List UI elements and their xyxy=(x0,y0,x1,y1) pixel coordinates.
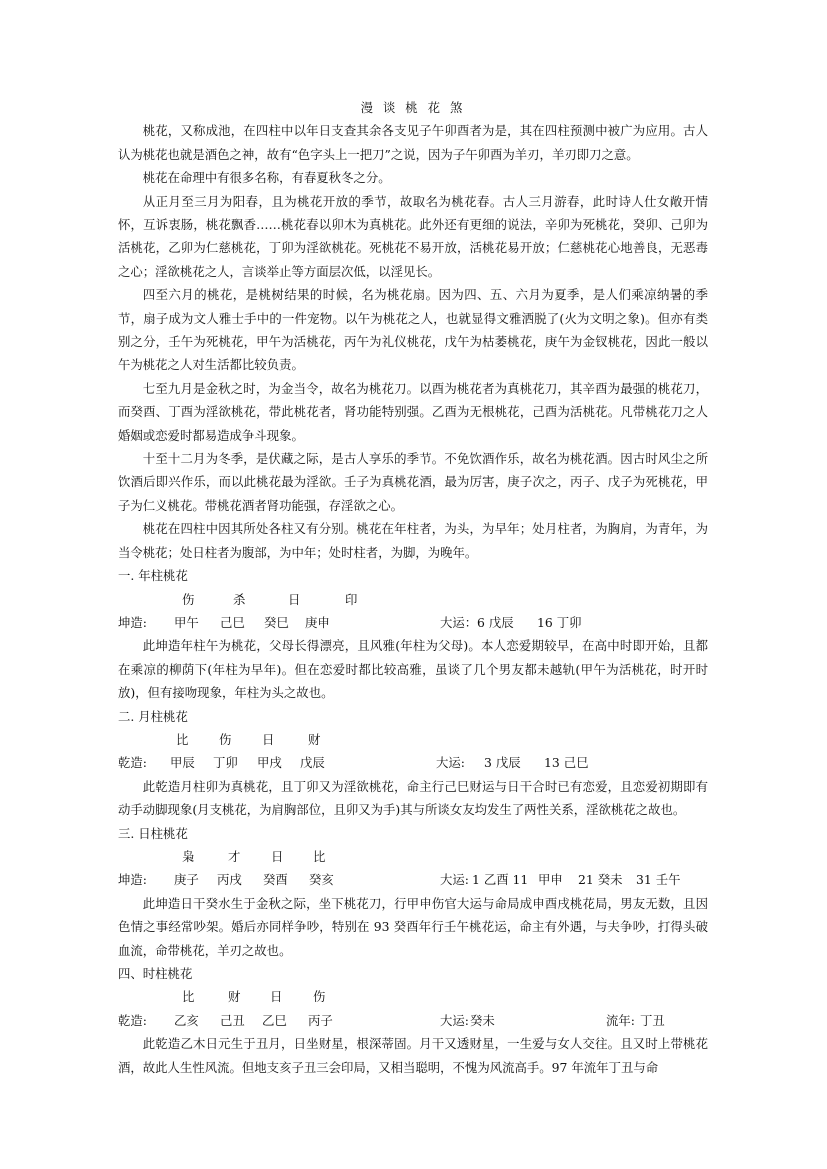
pillar: 庚申 xyxy=(305,614,330,630)
dayun-item: 6 戊辰 xyxy=(477,614,514,630)
pillars-row xyxy=(118,1009,708,1032)
case-heading: 一. 年柱桃花 xyxy=(118,568,188,584)
ten-god: 杀 xyxy=(233,591,246,607)
pillar: 庚子 xyxy=(174,872,199,888)
pillar: 癸巳 xyxy=(264,614,289,630)
pillar: 甲辰 xyxy=(170,755,195,771)
pillar: 癸亥 xyxy=(309,872,334,888)
case-month-pillar xyxy=(118,705,708,822)
ten-god: 印 xyxy=(345,591,358,607)
intro-paragraph-1: 桃花，又称成池，在四柱中以年日支查其余各支见子午卯酉者为是，其在四柱预测中被广为应用。古人认为桃花也就是酒色之神，故有“色字头上一把刀”之说，因为子午卯酉为羊刃，羊刃即刀之意。 xyxy=(118,123,708,162)
case-hour-pillar xyxy=(118,962,708,1079)
ten-god: 才 xyxy=(228,848,241,864)
dayun-item: 13 己巳 xyxy=(544,755,589,771)
case-text: 此坤造年柱午为桃花，父母长得漂亮，且风雅(年柱为父母)。本人恋爱期较早，在高中时即开始，且都在乘凉的柳荫下(年柱为早年)。但在恋爱时都比较高雅，虽谈了几个男友都未越轨(甲午为活桃花，时开时放)，但有接吻现象，年柱为头之故也。 xyxy=(118,638,708,701)
ten-god: 枭 xyxy=(182,848,195,864)
dayun-item: 21 癸未 xyxy=(578,872,623,888)
dayun-label: 大运: xyxy=(440,1012,469,1028)
dayun-item: 甲申 xyxy=(538,872,563,888)
case-text: 此坤造日干癸水生于金秋之际，坐下桃花刀，行甲申伤官大运与命局成申酉戌桃花局，男友无数，且因色情之事经常吵架。婚后亦同样争吵，特别在 93 癸酉年行壬午桃花运，命主有外遇，与夫争吵，打得头破血流，命带桃花，羊刃之故也。 xyxy=(118,895,708,958)
pillar: 戊辰 xyxy=(300,755,325,771)
ten-god: 比 xyxy=(313,848,326,864)
pillar: 己巳 xyxy=(220,614,245,630)
pillars-row xyxy=(118,611,708,634)
ten-god: 日 xyxy=(262,731,275,747)
dayun-label: 大运: xyxy=(440,872,469,888)
ten-god: 伤 xyxy=(182,591,195,607)
chart-label: 坤造: xyxy=(118,614,147,630)
document-title: 漫 谈 桃 花 煞 xyxy=(360,100,466,115)
pillar: 丁卯 xyxy=(213,755,238,771)
pillar: 乙巳 xyxy=(262,1012,287,1028)
ten-gods-row xyxy=(118,985,708,1008)
liunian-label: 流年: xyxy=(606,1012,635,1028)
ten-gods-row xyxy=(118,845,708,868)
dayun-item: 癸未 xyxy=(470,1012,495,1028)
pillar: 丙戌 xyxy=(217,872,242,888)
case-text: 此乾造月柱卯为真桃花，且丁卯又为淫欲桃花，命主行己巳财运与日干合时已有恋爱，且恋爱初期即有动手动脚现象(月支桃花，为肩胸部位，且卯又为手)其与所谈女友均发生了两性关系，淫欲桃花之故也。 xyxy=(118,778,708,818)
ten-god: 伤 xyxy=(219,731,232,747)
ten-gods-row xyxy=(118,728,708,751)
ten-god: 财 xyxy=(308,731,321,747)
intro-paragraph-7: 桃花在四柱中因其所处各柱又有分别。桃花在年柱者，为头，为早年；处月柱者，为胸肩，为青年，为当令桃花；处日柱者为腹部，为中年；处时柱者，为脚，为晚年。 xyxy=(118,521,708,560)
ten-god: 财 xyxy=(228,989,241,1005)
pillars-row xyxy=(118,868,708,891)
case-day-pillar xyxy=(118,822,708,962)
pillar: 丙子 xyxy=(308,1012,333,1028)
ten-god: 日 xyxy=(288,591,301,607)
ten-god: 日 xyxy=(270,989,283,1005)
intro-paragraph-2: 桃花在命理中有很多名称，有春夏秋冬之分。 xyxy=(142,170,391,186)
case-heading: 三. 日柱桃花 xyxy=(118,825,188,841)
case-heading: 二. 月柱桃花 xyxy=(118,708,188,724)
chart-label: 乾造: xyxy=(118,755,147,771)
pillar: 甲戌 xyxy=(257,755,282,771)
dayun-item: 1 乙酉 11 xyxy=(472,872,529,888)
ten-god: 比 xyxy=(176,731,189,747)
intro-paragraph-4: 四至六月的桃花，是桃树结果的时候，名为桃花扇。因为四、五、六月为夏季，是人们乘凉纳暑的季节，扇子成为文人雅士手中的一件宠物。以午为桃花之人，也就显得文雅洒脱了(火为文明之象)。但亦有类别之分，壬午为死桃花，甲午为活桃花，丙午为礼仪桃花，戊午为枯萎桃花，庚午为金钗桃花，因此一般以午为桃花之人对生活都比较负责。 xyxy=(118,287,708,373)
intro-paragraph-5: 七至九月是金秋之时，为金当令，故名为桃花刀。以酉为桃花者为真桃花刀，其辛酉为最强的桃花刀，而癸酉、丁酉为淫欲桃花，带此桃花者，肾功能特别强。乙酉为无根桃花，己酉为活桃花。凡带桃花刀之人婚姻或恋爱时都易造成争斗现象。 xyxy=(118,380,708,443)
case-heading: 四、时柱桃花 xyxy=(118,965,193,981)
document-page xyxy=(118,96,708,1079)
pillars-row xyxy=(118,751,708,774)
ten-god: 伤 xyxy=(313,989,326,1005)
chart-label: 坤造: xyxy=(118,872,147,888)
ten-god: 比 xyxy=(182,989,195,1005)
intro-paragraph-6: 十至十二月为冬季，是伏藏之际，是古人享乐的季节。不免饮酒作乐，故名为桃花酒。因古时风尘之所饮酒后即兴作乐，而以此桃花最为淫欲。壬子为真桃花酒，最为厉害，庚子次之，丙子、戊子为死桃花，甲子为仁义桃花。带桃花酒者肾功能强，存淫欲之心。 xyxy=(118,451,708,513)
dayun-item: 16 丁卯 xyxy=(537,614,582,630)
ten-gods-row xyxy=(118,588,708,611)
case-year-pillar xyxy=(118,564,708,704)
liunian-value: 丁丑 xyxy=(640,1012,665,1028)
dayun-label: 大运: xyxy=(436,755,465,771)
ten-god: 日 xyxy=(271,848,284,864)
case-text: 此乾造乙木日元生于丑月，日坐财星，根深蒂固。月干又透财星，一生爱与女人交往。且又时上带桃花酒，故此人生性风流。但地支亥子丑三会印局，又相当聪明，不愧为风流高手。97 年流年丁丑与命 xyxy=(118,1036,708,1075)
intro-paragraph-3: 从正月至三月为阳春，且为桃花开放的季节，故取名为桃花春。古人三月游春，此时诗人仕女敞开情怀，互诉衷肠，桃花飘香……桃花春以卯木为真桃花。此外还有更细的说法，辛卯为死桃花，癸卯、己卯为活桃花，乙卯为仁慈桃花，丁卯为淫欲桃花。死桃花不易开放，活桃花易开放；仁慈桃花心地善良，无恶毒之心；淫欲桃花之人，言谈举止等方面层次低，以淫见长。 xyxy=(118,193,708,279)
dayun-label: 大运： xyxy=(440,614,478,630)
chart-label: 乾造: xyxy=(118,1012,147,1028)
pillar: 乙亥 xyxy=(174,1012,199,1028)
pillar: 己丑 xyxy=(220,1012,245,1028)
pillar: 甲午 xyxy=(174,614,199,630)
pillar: 癸酉 xyxy=(263,872,288,888)
dayun-item: 3 戊辰 xyxy=(484,755,521,771)
dayun-item: 31 壬午 xyxy=(636,872,681,888)
